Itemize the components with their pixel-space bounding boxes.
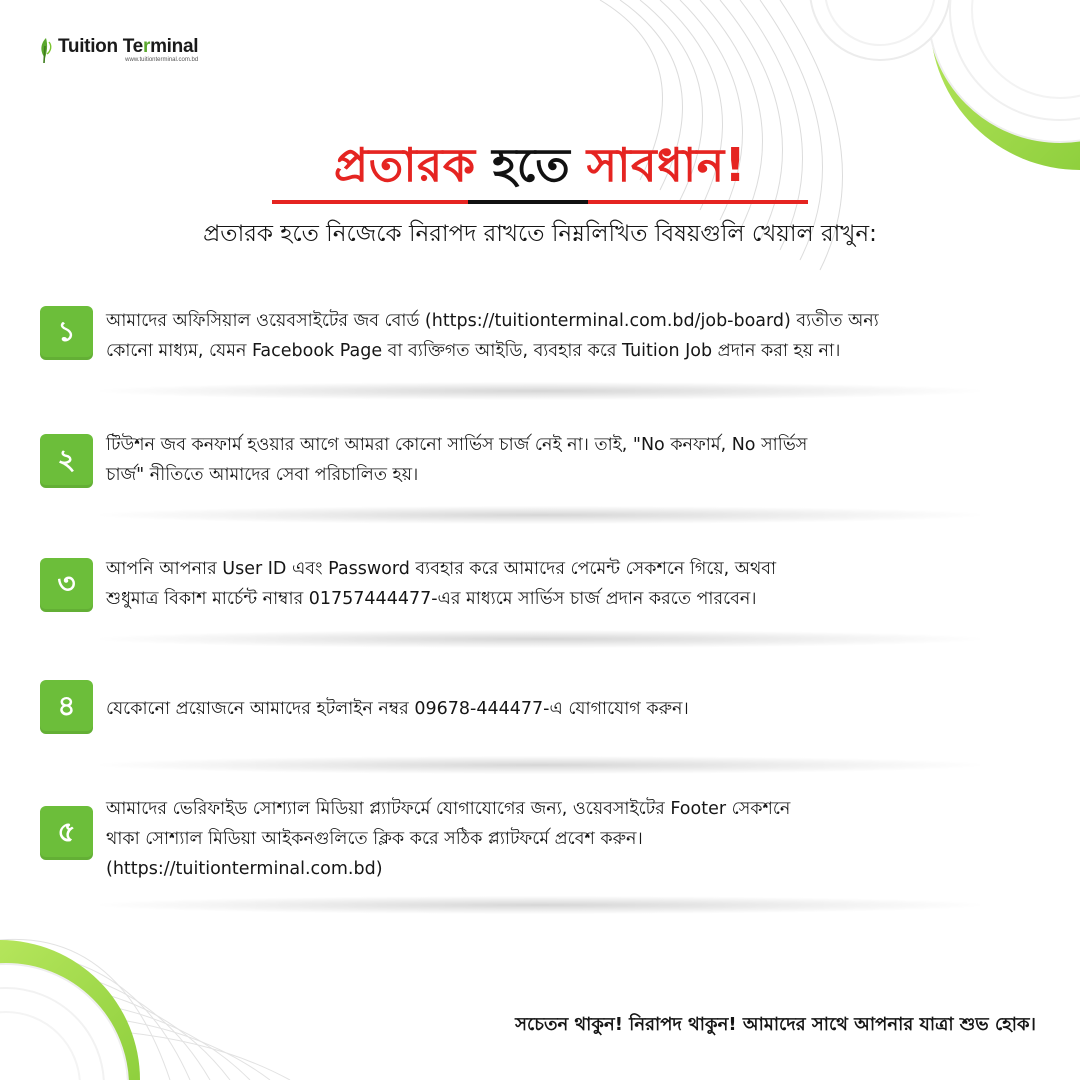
list-item-text: যেকোনো প্রয়োজনে আমাদের হটলাইন নম্বর 09678-444477-এ যোগাযোগ করুন। — [106, 699, 689, 719]
number-badge: ৩ — [40, 558, 93, 612]
brand-name-accent: r — [142, 36, 151, 57]
brand-logo — [38, 36, 198, 64]
headline-word-3: সাবধান! — [586, 138, 747, 192]
number-badge: ১ — [40, 306, 93, 360]
list-item-text: টিউশন জব কনফার্ম হওয়ার আগে আমরা কোনো সার্ভিস চার্জ নেই না। তাই, "No কনফার্ম, No সার্ভিস চার্জ" নীতিতে আমাদের সেবা পরিচালিত হয়। — [106, 435, 808, 485]
list-item-text: আমাদের অফিসিয়াল ওয়েবসাইটের জব বোর্ড (https://tuitionterminal.com.bd/job-board) ব্যতীত অন্য কোনো মাধ্যম, যেমন Facebook Page বা ব্যক্তিগত আইডি, ব্যবহার করে Tuition Job প্রদান করা হয় না। — [106, 311, 879, 361]
number-badge: ২ — [40, 434, 93, 488]
subheadline: প্রতারক হতে নিজেকে নিরাপদ রাখতে নিম্নলিখিত বিষয়গুলি খেয়াল রাখুন: — [203, 221, 877, 247]
headline-word-2: হতে — [492, 138, 571, 192]
leaf-icon — [38, 36, 54, 64]
list-item-text: আমাদের ভেরিফাইড সোশ্যাল মিডিয়া প্ল্যাটফর্মে যোগাযোগের জন্য, ওয়েবসাইটের Footer সেকশনে থাকা সোশ্যাল মিডিয়া আইকনগুলিতে ক্লিক করে সঠিক প্ল্যাটফর্মে প্রবেশ করুন। (https://tuitionterminal.com.bd) — [106, 799, 791, 879]
number-badge: ৪ — [40, 680, 93, 734]
list-item-text: আপনি আপনার User ID এবং Password ব্যবহার করে আমাদের পেমেন্ট সেকশনে গিয়ে, অথবা শুধুমাত্র বিকাশ মার্চেন্ট নাম্বার 01757444477-এর মাধ্যমে সার্ভিস চার্জ প্রদান করতে পারবেন। — [106, 559, 777, 609]
divider — [100, 896, 980, 914]
headline-word-1: প্রতারক — [333, 138, 476, 192]
headline-underline — [272, 200, 808, 205]
footer-message: সচেতন থাকুন! নিরাপদ থাকুন! আমাদের সাথে আপনার যাত্রা শুভ হোক। — [515, 1014, 1036, 1035]
divider — [100, 756, 980, 774]
divider — [100, 506, 980, 524]
number-badge: ৫ — [40, 806, 93, 860]
divider — [100, 630, 980, 648]
page-title — [0, 130, 1080, 200]
brand-name: Tuition Terminal — [58, 36, 199, 57]
brand-url: www.tuitionterminal.com.bd — [125, 57, 199, 63]
divider — [100, 382, 980, 400]
